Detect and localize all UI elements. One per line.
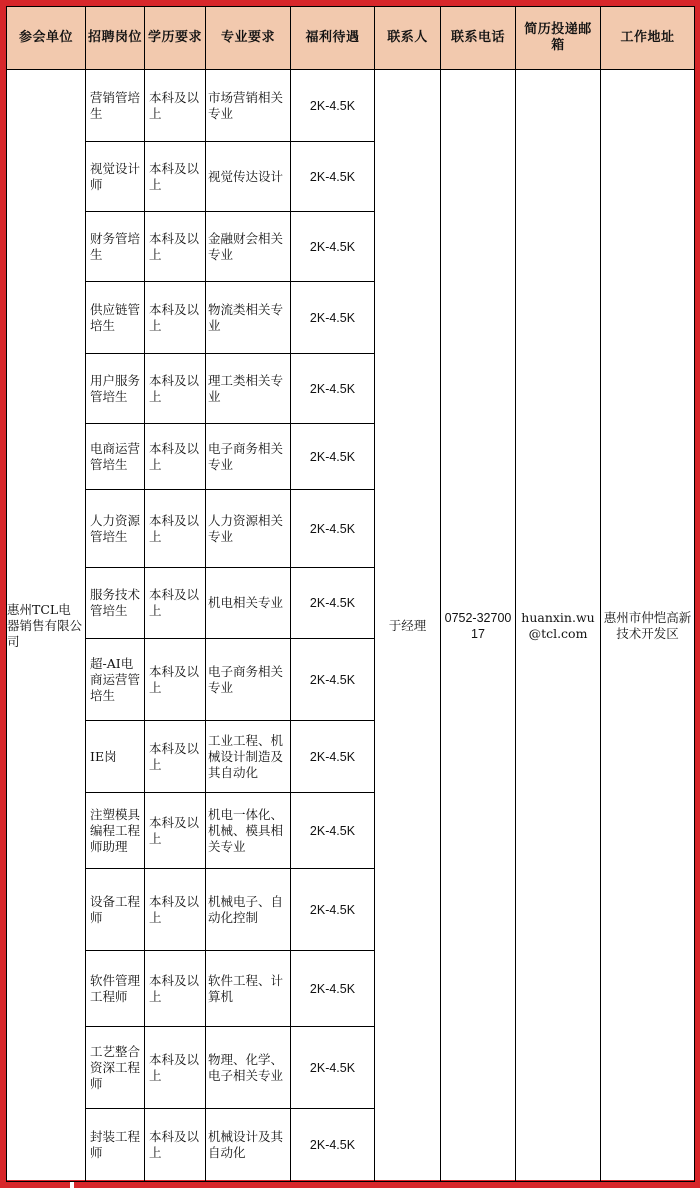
major-cell: 机电一体化、机械、模具相关专业 [206, 793, 291, 869]
position-cell: 注塑模具编程工程师助理 [86, 793, 145, 869]
education-cell: 本科及以上 [145, 490, 206, 568]
position-cell: 封装工程师 [86, 1109, 145, 1182]
major-cell: 工业工程、机械设计制造及其自动化 [206, 721, 291, 793]
education-cell: 本科及以上 [145, 639, 206, 721]
email-cell: huanxin.wu@tcl.com [516, 70, 601, 1182]
education-cell: 本科及以上 [145, 951, 206, 1027]
company-cell: 惠州TCL电器销售有限公司 [7, 70, 86, 1182]
major-cell: 物流类相关专业 [206, 282, 291, 354]
major-cell: 电子商务相关专业 [206, 424, 291, 490]
education-cell: 本科及以上 [145, 142, 206, 212]
education-cell: 本科及以上 [145, 70, 206, 142]
position-cell: 人力资源管培生 [86, 490, 145, 568]
bottom-decoration [70, 1182, 74, 1188]
major-cell: 机械电子、自动化控制 [206, 869, 291, 951]
major-cell: 物理、化学、电子相关专业 [206, 1027, 291, 1109]
position-cell: 软件管理工程师 [86, 951, 145, 1027]
salary-cell: 2K-4.5K [291, 639, 375, 721]
header-contact: 联系人 [375, 7, 441, 70]
header-education: 学历要求 [145, 7, 206, 70]
education-cell: 本科及以上 [145, 424, 206, 490]
salary-cell: 2K-4.5K [291, 951, 375, 1027]
position-cell: 财务管培生 [86, 212, 145, 282]
salary-cell: 2K-4.5K [291, 142, 375, 212]
salary-cell: 2K-4.5K [291, 282, 375, 354]
major-cell: 机械设计及其自动化 [206, 1109, 291, 1182]
phone-cell: 0752-3270017 [441, 70, 516, 1182]
education-cell: 本科及以上 [145, 1109, 206, 1182]
salary-cell: 2K-4.5K [291, 869, 375, 951]
salary-cell: 2K-4.5K [291, 793, 375, 869]
address-cell: 惠州市仲恺高新技术开发区 [601, 70, 695, 1182]
salary-cell: 2K-4.5K [291, 212, 375, 282]
education-cell: 本科及以上 [145, 212, 206, 282]
salary-cell: 2K-4.5K [291, 721, 375, 793]
salary-cell: 2K-4.5K [291, 568, 375, 639]
major-cell: 电子商务相关专业 [206, 639, 291, 721]
header-row [7, 7, 695, 70]
contact-cell: 于经理 [375, 70, 441, 1182]
header-phone: 联系电话 [441, 7, 516, 70]
position-cell: IE岗 [86, 721, 145, 793]
education-cell: 本科及以上 [145, 721, 206, 793]
education-cell: 本科及以上 [145, 568, 206, 639]
salary-cell: 2K-4.5K [291, 490, 375, 568]
position-cell: 供应链管培生 [86, 282, 145, 354]
recruitment-table-frame [6, 6, 694, 1180]
position-cell: 设备工程师 [86, 869, 145, 951]
position-cell: 工艺整合资深工程师 [86, 1027, 145, 1109]
header-address: 工作地址 [601, 7, 695, 70]
major-cell: 金融财会相关专业 [206, 212, 291, 282]
position-cell: 视觉设计师 [86, 142, 145, 212]
recruitment-table [6, 6, 695, 1182]
salary-cell: 2K-4.5K [291, 424, 375, 490]
major-cell: 机电相关专业 [206, 568, 291, 639]
salary-cell: 2K-4.5K [291, 1109, 375, 1182]
position-cell: 超-AI电商运营管培生 [86, 639, 145, 721]
position-cell: 电商运营管培生 [86, 424, 145, 490]
education-cell: 本科及以上 [145, 1027, 206, 1109]
header-email: 简历投递邮箱 [516, 7, 601, 70]
position-cell: 服务技术管培生 [86, 568, 145, 639]
header-company: 参会单位 [7, 7, 86, 70]
header-position: 招聘岗位 [86, 7, 145, 70]
major-cell: 市场营销相关专业 [206, 70, 291, 142]
salary-cell: 2K-4.5K [291, 70, 375, 142]
salary-cell: 2K-4.5K [291, 1027, 375, 1109]
education-cell: 本科及以上 [145, 869, 206, 951]
major-cell: 人力资源相关专业 [206, 490, 291, 568]
education-cell: 本科及以上 [145, 282, 206, 354]
major-cell: 视觉传达设计 [206, 142, 291, 212]
major-cell: 理工类相关专业 [206, 354, 291, 424]
major-cell: 软件工程、计算机 [206, 951, 291, 1027]
education-cell: 本科及以上 [145, 793, 206, 869]
header-salary: 福利待遇 [291, 7, 375, 70]
education-cell: 本科及以上 [145, 354, 206, 424]
salary-cell: 2K-4.5K [291, 354, 375, 424]
position-cell: 营销管培生 [86, 70, 145, 142]
table-row [7, 70, 695, 142]
header-major: 专业要求 [206, 7, 291, 70]
position-cell: 用户服务管培生 [86, 354, 145, 424]
